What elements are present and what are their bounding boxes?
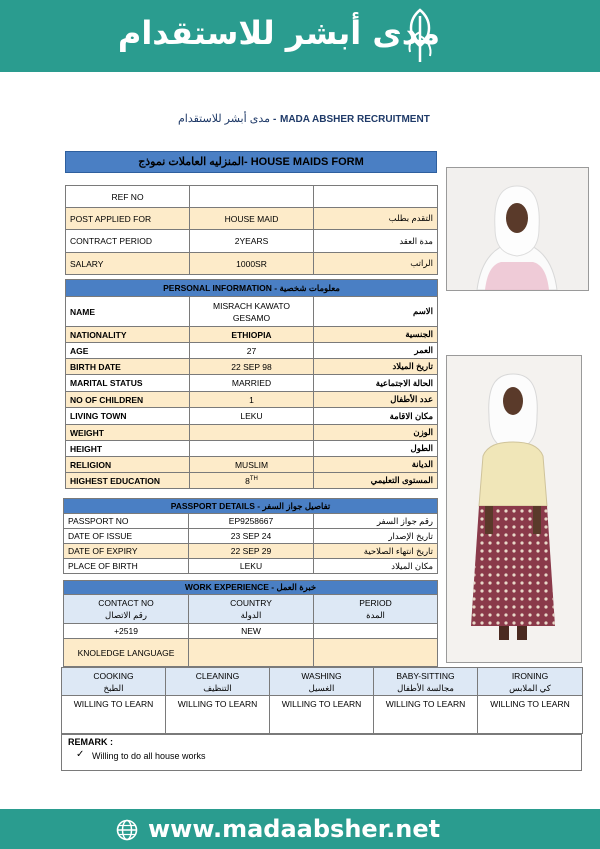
skill-ar: التنظيف [203,682,232,693]
skill-en: BABY-SITTING [396,670,455,681]
personal-value: ETHIOPIA [190,327,314,343]
language-label: KNOLEDGE LANGUAGE [64,639,189,667]
table-row [66,327,438,343]
skill-ar: الطبخ [103,682,124,693]
table-row [66,208,438,230]
passport-label: PASSPORT NO [64,514,189,529]
passport-value: 23 SEP 24 [189,529,314,544]
passport-arabic: مكان الميلاد [314,559,438,574]
checkmark-icon: ✓ [76,749,85,760]
remark-title: REMARK : [68,737,113,747]
personal-arabic: الوزن [314,425,438,441]
job-label: REF NO [66,186,190,208]
work-section-title: WORK EXPERIENCE - خبرة العمل [64,581,438,595]
skill-header-washing [270,668,374,696]
personal-value [190,425,314,441]
job-label: SALARY [66,253,190,275]
job-arabic: مدة العقد [314,230,438,253]
personal-label: HEIGHT [66,441,190,457]
job-value: 2YEARS [190,230,314,253]
personal-value: LEKU [190,408,314,425]
table-row [66,253,438,275]
personal-label: NO OF CHILDREN [66,392,190,408]
passport-table [63,498,438,574]
personal-value: MARRIED [190,375,314,392]
work-header-ar: رقم الاتصال [105,610,147,620]
skill-value: WILLING TO LEARN [270,696,374,734]
passport-arabic: تاريخ انتهاء الصلاحية [314,544,438,559]
skill-header-ironing [478,668,583,696]
table-row [66,186,438,208]
passport-arabic: رقم جواز السفر [314,514,438,529]
website-link[interactable]: www.madaabsher.net [148,815,441,843]
header-bar [0,0,600,72]
personal-arabic: الحالة الاجتماعية [314,375,438,392]
table-row [64,544,438,559]
job-label: CONTRACT PERIOD [66,230,190,253]
table-row [66,473,438,489]
contact-value: +2519 [64,624,189,639]
company-subtitle [120,112,460,130]
skill-value: WILLING TO LEARN [374,696,478,734]
work-header-ar: الدولة [240,610,262,620]
language-extra [314,639,438,667]
personal-value: 27 [190,343,314,359]
work-header-period [314,595,438,624]
skill-value: WILLING TO LEARN [478,696,583,734]
passport-label: PLACE OF BIRTH [64,559,189,574]
footer-bar [0,809,600,849]
table-row [62,696,583,734]
personal-label: WEIGHT [66,425,190,441]
table-row [66,280,438,297]
education-value [190,473,314,489]
portrait-image [447,168,588,290]
passport-label: DATE OF ISSUE [64,529,189,544]
job-value: 1000SR [190,253,314,275]
personal-arabic: الطول [314,441,438,457]
work-header-country [189,595,314,624]
work-header-en: PERIOD [359,598,392,608]
country-value: NEW [189,624,314,639]
personal-value: 22 SEP 98 [190,359,314,375]
skill-value: WILLING TO LEARN [62,696,166,734]
period-value [314,624,438,639]
personal-arabic: تاريخ الميلاد [314,359,438,375]
skill-value: WILLING TO LEARN [166,696,270,734]
subtitle-arabic: مدى أبشر للاستقدام [177,113,270,125]
personal-value: 1 [190,392,314,408]
work-header-en: COUNTRY [230,598,272,608]
skill-header-cleaning [166,668,270,696]
form-title: المنزليه العاملات نموذج- HOUSE MAIDS FORM [65,151,437,173]
personal-label: MARITAL STATUS [66,375,190,392]
table-row [66,343,438,359]
personal-arabic: عدد الأطفال [314,392,438,408]
table-row [62,668,583,696]
brand-title: مدى أبشر للاستقدام [117,14,440,52]
education-arabic: المستوى التعليمي [314,473,438,489]
name-arabic: الاسم [314,297,438,327]
passport-value: 22 SEP 29 [189,544,314,559]
leaf-logo-icon [398,6,442,66]
personal-label: AGE [66,343,190,359]
skill-header-cooking [62,668,166,696]
table-row [66,392,438,408]
skill-en: WASHING [301,670,342,681]
personal-arabic: الديانة [314,457,438,473]
table-row [66,359,438,375]
table-row [66,230,438,253]
table-row [66,375,438,392]
job-value: HOUSE MAID [190,208,314,230]
skill-en: CLEANING [195,670,240,681]
personal-label: NATIONALITY [66,327,190,343]
job-value [190,186,314,208]
table-row [64,624,438,639]
job-table [65,185,438,275]
table-row [64,559,438,574]
work-table [63,580,438,667]
passport-label: DATE OF EXPIRY [64,544,189,559]
personal-arabic: الجنسية [314,327,438,343]
passport-value: LEKU [189,559,314,574]
job-arabic: الراتب [314,253,438,275]
skill-header-babysitting [374,668,478,696]
table-row [64,529,438,544]
job-arabic: التقدم بطلب [314,208,438,230]
language-value [189,639,314,667]
skills-table [61,667,583,734]
table-row [66,297,438,327]
passport-arabic: تاريخ الإصدار [314,529,438,544]
table-row [64,639,438,667]
personal-table [65,279,438,489]
subtitle-english: MADA ABSHER RECRUITMENT [280,114,430,125]
job-label: POST APPLIED FOR [66,208,190,230]
table-row [66,425,438,441]
table-row [64,595,438,624]
globe-icon [116,819,138,841]
work-header-ar: المدة [366,610,385,620]
skill-ar: مجالسة الأطفال [397,682,454,693]
table-row [64,514,438,529]
job-arabic [314,186,438,208]
personal-arabic: العمر [314,343,438,359]
table-row [66,408,438,425]
full-body-photo [446,355,582,663]
education-level: 8 [245,475,250,486]
education-suffix: TH [249,475,258,482]
portrait-photo [446,167,589,291]
subtitle-separator: - [273,114,277,125]
table-row [64,499,438,514]
personal-arabic: مكان الاقامة [314,408,438,425]
skill-en: COOKING [93,670,134,681]
personal-label: BIRTH DATE [66,359,190,375]
work-header-en: CONTACT NO [98,598,154,608]
table-row [66,441,438,457]
personal-label: RELIGION [66,457,190,473]
remark-item: Willing to do all house works [92,751,206,761]
personal-section-title: PERSONAL INFORMATION - معلومات شخصية [66,280,438,297]
personal-label: LIVING TOWN [66,408,190,425]
skill-en: IRONING [511,670,549,681]
name-label: NAME [66,297,190,327]
work-header-contact [64,595,189,624]
personal-value [190,441,314,457]
skill-ar: كي الملابس [509,682,551,693]
table-row [64,581,438,595]
remark-box [61,734,582,771]
passport-value: EP9258667 [189,514,314,529]
skill-ar: الغسيل [308,682,335,693]
education-label: HIGHEST EDUCATION [66,473,190,489]
full-body-image [447,356,581,662]
table-row [66,457,438,473]
name-value: MISRACH KAWATO GESAMO [190,297,314,327]
passport-section-title: PASSPORT DETAILS - تفاصيل جواز السفر [64,499,438,514]
personal-value: MUSLIM [190,457,314,473]
